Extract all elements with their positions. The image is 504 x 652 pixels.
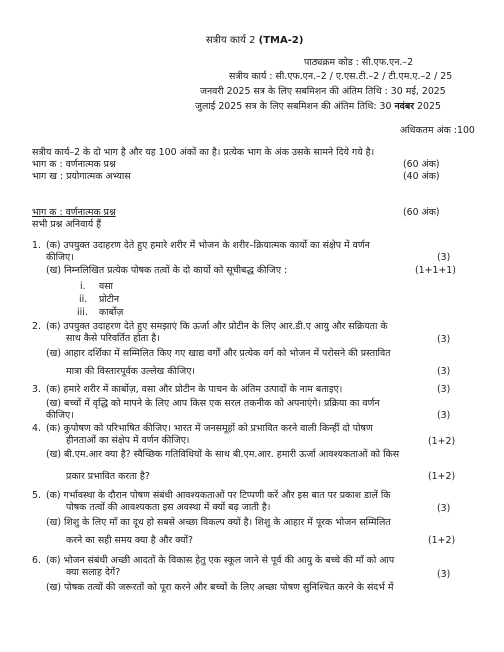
q1-item-2-num: ii. [79, 294, 88, 305]
q2-a-marks: (3) [437, 334, 451, 345]
q3-number: 3. [32, 384, 41, 395]
section-marks: (60 अंक) [403, 207, 440, 218]
q2-b-line2: मात्रा की विस्तारपूर्वक उल्लेख कीजिए। [66, 366, 195, 377]
q4-b-marks: (1+2) [428, 471, 456, 482]
q5-a-line1: (क) गर्भावस्था के दौरान पोषण संबंधी आवश्यकताओं पर टिप्पणी करें और इस बात पर प्रकाश डालें कि [46, 490, 391, 501]
q3-a-text: (क) हमारे शरीर में कार्बोज़, वसा और प्रोटीन के पाचन के अंतिम उत्पादों के नाम बताइए। [46, 384, 343, 395]
q4-a-line1: (क) कुपोषण को परिभाषित कीजिए। भारत में जनसमूहों को प्रभावित करने वाली किन्हीं दो पोषण [46, 423, 373, 434]
q1-item-3-num: iii. [77, 307, 88, 318]
title-code: (TMA-2) [258, 35, 304, 46]
q6-number: 6. [32, 555, 41, 566]
q3-b-line2: कीजिए। [46, 410, 74, 421]
q2-a-line1: (क) उपयुक्त उदाहरण देते हुए समझाएं कि ऊर्जा और प्रोटीन के लिए आर.डी.ए आयु और सक्रियता के [46, 321, 388, 332]
q2-b-marks: (3) [437, 366, 451, 377]
q1-a-line2: कीजिए। [46, 252, 74, 263]
q3-a-marks: (3) [437, 384, 451, 395]
deadline-july: जुलाई 2025 सत्र के लिए सबमिशन की अंतिम तिथि: 30 नवंबर 2025 [195, 101, 441, 112]
q1-item-2: प्रोटीन [99, 294, 120, 305]
q4-a-line2: हीनताओं का संक्षेप में वर्णन कीजिए। [66, 435, 190, 446]
q4-b-line1: (ख) बी.एम.आर क्या है? स्वैच्छिक गतिविधियों के साथ बी.एम.आर. हमारी ऊर्जा आवश्यकताओं को किस [46, 449, 400, 460]
q1-item-1: वसा [99, 281, 113, 292]
part-a-label: भाग क : वर्णनात्मक प्रश्न [32, 159, 116, 170]
q2-b-line1: (ख) आहार दर्शिका में सम्मिलित किए गए खाद्य वर्गों और प्रत्येक वर्ग को भोजन में परोसने की प्रस्तावित [46, 348, 391, 359]
part-b-label: भाग ख : प्रयोगात्मक अभ्यास [32, 171, 131, 182]
deadline-january: जनवरी 2025 सत्र के लिए सबमिशन की अंतिम तिथि : 30 मई, 2025 [200, 86, 446, 97]
q1-item-1-num: i. [80, 281, 86, 292]
part-b-marks: (40 अंक) [403, 171, 440, 182]
q3-b-marks: (3) [437, 410, 451, 421]
q1-a-line1: (क) उपयुक्त उदाहरण देते हुए हमारे शरीर में भोजन के शरीर–क्रियात्मक कार्यो का संक्षेप में वर्णन [46, 240, 370, 251]
q4-b-line2: प्रकार प्रभावित करता है? [66, 471, 150, 482]
section-title: भाग क : वर्णनात्मक प्रश्न [32, 207, 116, 218]
deadline-july-month: नवंबर [394, 101, 415, 112]
intro-text: सत्रीय कार्य–2 के दो भाग है और यह 100 अंकों का है। प्रत्येक भाग के अंक उसके सामने दिये गये है। [32, 147, 375, 158]
title-hindi: सत्रीय कार्य 2 [206, 35, 256, 46]
q1-number: 1. [32, 240, 41, 251]
q1-a-marks: (3) [437, 252, 451, 263]
q5-a-marks: (3) [437, 503, 451, 514]
q5-a-line2: पोषक तत्वों की आवश्यकता इस अवस्था में क्यों बढ़ जाती है। [66, 502, 271, 513]
q2-number: 2. [32, 321, 41, 332]
assignment-code: सत्रीय कार्य : सी.एफ.एन.–2 / ए.एस.टी.–2 / टी.एम.ए.–2 / 25 [229, 71, 453, 82]
q4-a-marks: (1+2) [428, 436, 456, 447]
q6-a-line2: क्या सलाह देगें? [66, 567, 121, 578]
q5-b-marks: (1+2) [428, 535, 456, 546]
q5-b-line1: (ख) शिशु के लिए माँ का दूध हो सबसे अच्छा विकल्प क्यों है। शिशु के आहार में पूरक भोजन सम्मिलित [46, 517, 391, 528]
q5-number: 5. [32, 490, 41, 501]
section-note: सभी प्रश्न अनिवार्य हैं [32, 219, 102, 230]
q6-a-line1: (क) भोजन संबंधी अच्छी आदतों के विकास हेतु एक स्कूल जाने से पूर्व की आयु के बच्चे की माँ को आप [46, 555, 395, 566]
page-title [206, 35, 303, 47]
q2-a-line2: साथ कैसे परिवर्तित होता है। [66, 333, 160, 344]
max-marks: अधिकतम अंक :100 [400, 125, 475, 136]
part-a-marks: (60 अंक) [403, 159, 440, 170]
q3-b-line1: (ख) बच्चों में वृद्धि को मापने के लिए आप किस एक सरल तकनीक को अपनाएंगे। प्रक्रिया का वर्णन [46, 398, 380, 409]
q1-b-marks: (1+1+1) [415, 265, 456, 276]
q5-b-line2: करने का सही समय क्या है और क्यों? [66, 535, 193, 546]
q6-a-marks: (3) [437, 569, 451, 580]
q1-b-text: (ख) निम्नलिखित प्रत्येक पोषक तत्वों के दो कार्यो को सूचीबद्ध कीजिए : [46, 265, 288, 276]
q1-item-3: कार्बोज़ [99, 307, 124, 318]
q6-b-line1: (ख) पोषक तत्वों की जरूरतों को पूरा करने और बच्चों के लिए अच्छा पोषण सुनिश्चित करने के संदर्भ में [46, 582, 394, 593]
q4-number: 4. [32, 423, 41, 434]
course-code: पाठ्यक्रम कोड : सी.एफ.एन.–2 [304, 57, 414, 68]
